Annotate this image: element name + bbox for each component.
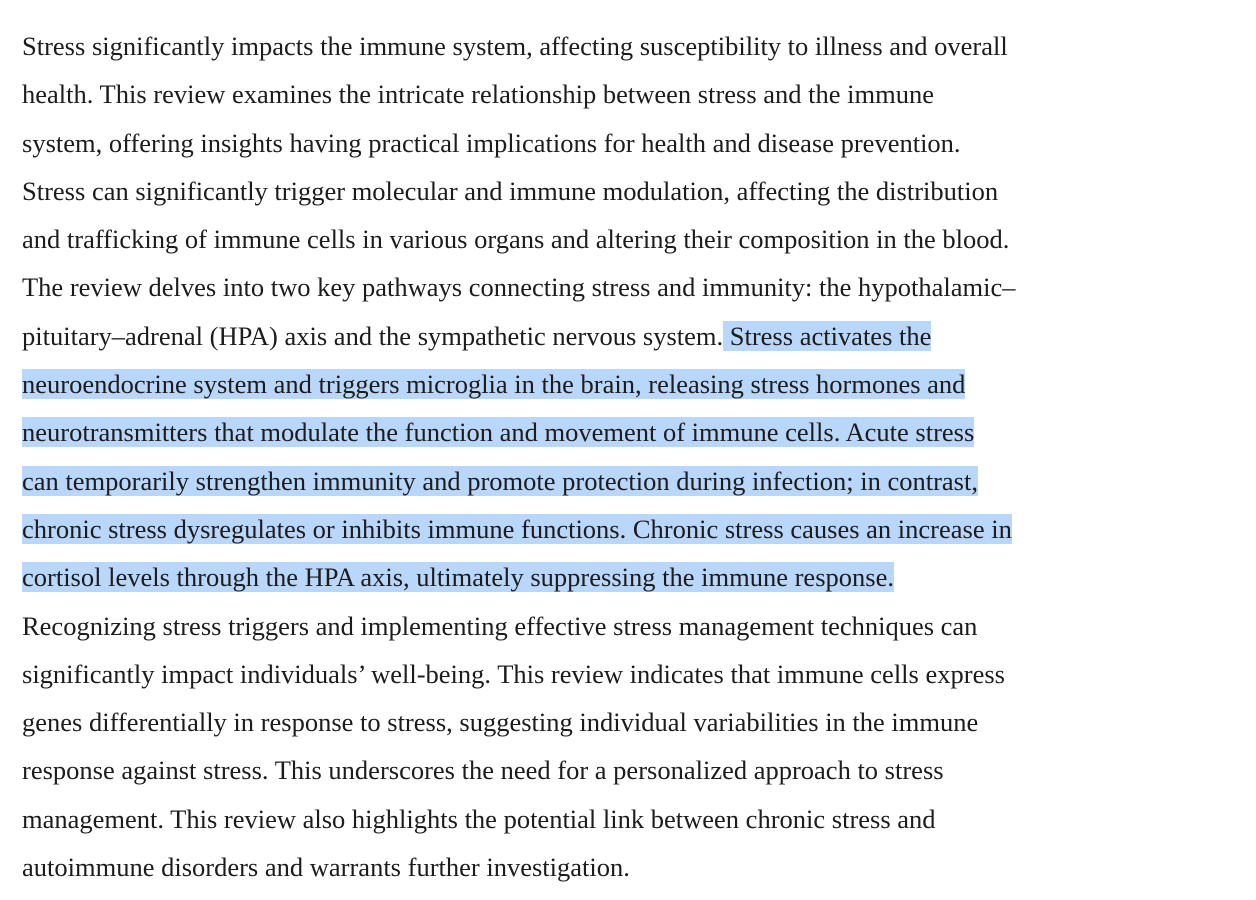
text-selection[interactable]: can temporarily strengthen immunity and promote protection during infection; in contrast, bbox=[22, 465, 978, 496]
abstract-paragraph[interactable] bbox=[22, 22, 1237, 891]
text-selection[interactable]: neurotransmitters that modulate the function and movement of immune cells. Acute stress bbox=[22, 417, 975, 448]
paragraph-line-17[interactable]: management. This review also highlights the potential link between chronic stress and bbox=[22, 803, 936, 834]
paragraph-line-14[interactable]: significantly impact individuals’ well-being. This review indicates that immune cells express bbox=[22, 658, 1005, 689]
paragraph-line-7[interactable] bbox=[22, 312, 1237, 360]
paragraph-line-4[interactable]: Stress can significantly trigger molecular and immune modulation, affecting the distribution bbox=[22, 175, 999, 206]
paragraph-line-2[interactable]: health. This review examines the intricate relationship between stress and the immune bbox=[22, 79, 935, 110]
paragraph-line-5[interactable]: and trafficking of immune cells in various organs and altering their composition in the blood. bbox=[22, 224, 1010, 255]
selected-line-2[interactable] bbox=[22, 408, 1237, 456]
paragraph-line-16[interactable]: response against stress. This underscores the need for a personalized approach to stress bbox=[22, 755, 944, 786]
text-selection-end[interactable]: cortisol levels through the HPA axis, ultimately suppressing the immune response. bbox=[22, 562, 894, 593]
paragraph-line-13[interactable]: Recognizing stress triggers and implementing effective stress management techniques can bbox=[22, 610, 978, 641]
paragraph-line-15[interactable]: genes differentially in response to stress, suggesting individual variabilities in the immune bbox=[22, 707, 979, 738]
selected-line-1[interactable] bbox=[22, 360, 1237, 408]
text-selection[interactable]: chronic stress dysregulates or inhibits immune functions. Chronic stress causes an increase in bbox=[22, 513, 1012, 544]
selected-line-4[interactable] bbox=[22, 505, 1237, 553]
text-selection-start[interactable]: Stress activates the bbox=[723, 320, 932, 351]
paragraph-line-1[interactable]: Stress significantly impacts the immune system, affecting susceptibility to illness and overall bbox=[22, 31, 1008, 61]
selected-line-5[interactable] bbox=[22, 553, 1237, 601]
paragraph-line-6[interactable]: The review delves into two key pathways connecting stress and immunity: the hypothalamic– bbox=[22, 272, 1016, 303]
paragraph-line-18[interactable]: autoimmune disorders and warrants further investigation. bbox=[22, 852, 630, 883]
line-7-unselected-text[interactable]: pituitary–adrenal (HPA) axis and the sympathetic nervous system. bbox=[22, 320, 724, 351]
text-selection[interactable]: neuroendocrine system and triggers microglia in the brain, releasing stress hormones and bbox=[22, 369, 966, 400]
selected-line-3[interactable] bbox=[22, 457, 1237, 505]
paragraph-line-3[interactable]: system, offering insights having practical implications for health and disease prevention. bbox=[22, 127, 961, 158]
